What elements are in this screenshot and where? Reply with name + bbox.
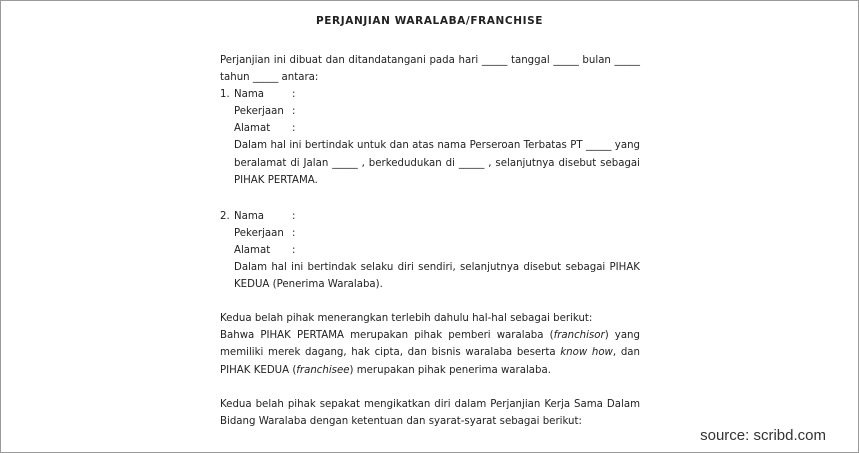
party-2-statement: Dalam hal ini bertindak selaku diri sendiri, selanjutnya disebut sebagai PIHAK KEDUA (Penerima Waralaba).	[234, 262, 640, 291]
party-1-name-field	[234, 86, 640, 103]
field-label: Alamat	[234, 123, 271, 135]
explanation-text: ) yang memiliki merek dagang, hak cipta, dan bisnis waralaba beserta	[220, 330, 640, 359]
field-label: Alamat	[234, 244, 271, 256]
party-2-job-field	[234, 225, 640, 242]
party-1-number: 1.	[220, 89, 230, 101]
intro-paragraph: Perjanjian ini dibuat dan ditandatangani pada hari _____ tanggal _____ bulan _____ tahun _____ antara:	[220, 55, 640, 84]
field-colon: :	[292, 244, 296, 256]
explanation-paragraph	[220, 327, 640, 378]
party-1-statement: Dalam hal ini bertindak untuk dan atas nama Perseroan Terbatas PT _____ yang beralamat di Jalan _____ , berkedudukan di _____ , selanjutnya disebut sebagai PIHAK PERTAMA.	[234, 140, 640, 186]
party-2-number: 2.	[220, 210, 230, 222]
field-colon: :	[292, 89, 296, 101]
term-franchisor: franchisor	[553, 330, 605, 342]
term-know-how: know how	[560, 347, 613, 359]
party-2-address-field	[234, 242, 640, 259]
spacer	[220, 379, 640, 396]
closing-paragraph: Kedua belah pihak sepakat mengikatkan diri dalam Perjanjian Kerja Sama Dalam Bidang Waralaba dengan ketentuan dan syarat-syarat sebagai berikut:	[220, 398, 640, 427]
party-1	[220, 86, 640, 189]
field-colon: :	[292, 106, 296, 118]
party-1-job-field	[234, 103, 640, 120]
field-colon: :	[292, 227, 296, 239]
explanation-text: , dan PIHAK KEDUA (	[220, 347, 640, 376]
explanation-lead: Kedua belah pihak menerangkan terlebih dahulu hal-hal sebagai berikut:	[220, 313, 593, 325]
explanation-text: ) merupakan pihak penerima waralaba.	[349, 364, 551, 376]
field-label: Nama	[234, 210, 265, 222]
source-watermark: source: scribd.com	[700, 427, 826, 444]
field-colon: :	[292, 123, 296, 135]
field-label: Nama	[234, 89, 265, 101]
field-colon: :	[292, 210, 296, 222]
field-label: Pekerjaan	[234, 106, 284, 118]
party-1-address-field	[234, 120, 640, 137]
document-body	[220, 52, 640, 430]
document-title: PERJANJIAN WARALABA/FRANCHISE	[315, 15, 544, 27]
spacer	[220, 293, 640, 310]
explanation-text: Bahwa PIHAK PERTAMA merupakan pihak pemberi waralaba (	[220, 330, 554, 342]
field-label: Pekerjaan	[234, 227, 284, 239]
spacer	[220, 189, 640, 206]
party-2-name-field	[234, 208, 640, 225]
term-franchisee: franchisee	[296, 364, 350, 376]
party-2	[220, 208, 640, 293]
